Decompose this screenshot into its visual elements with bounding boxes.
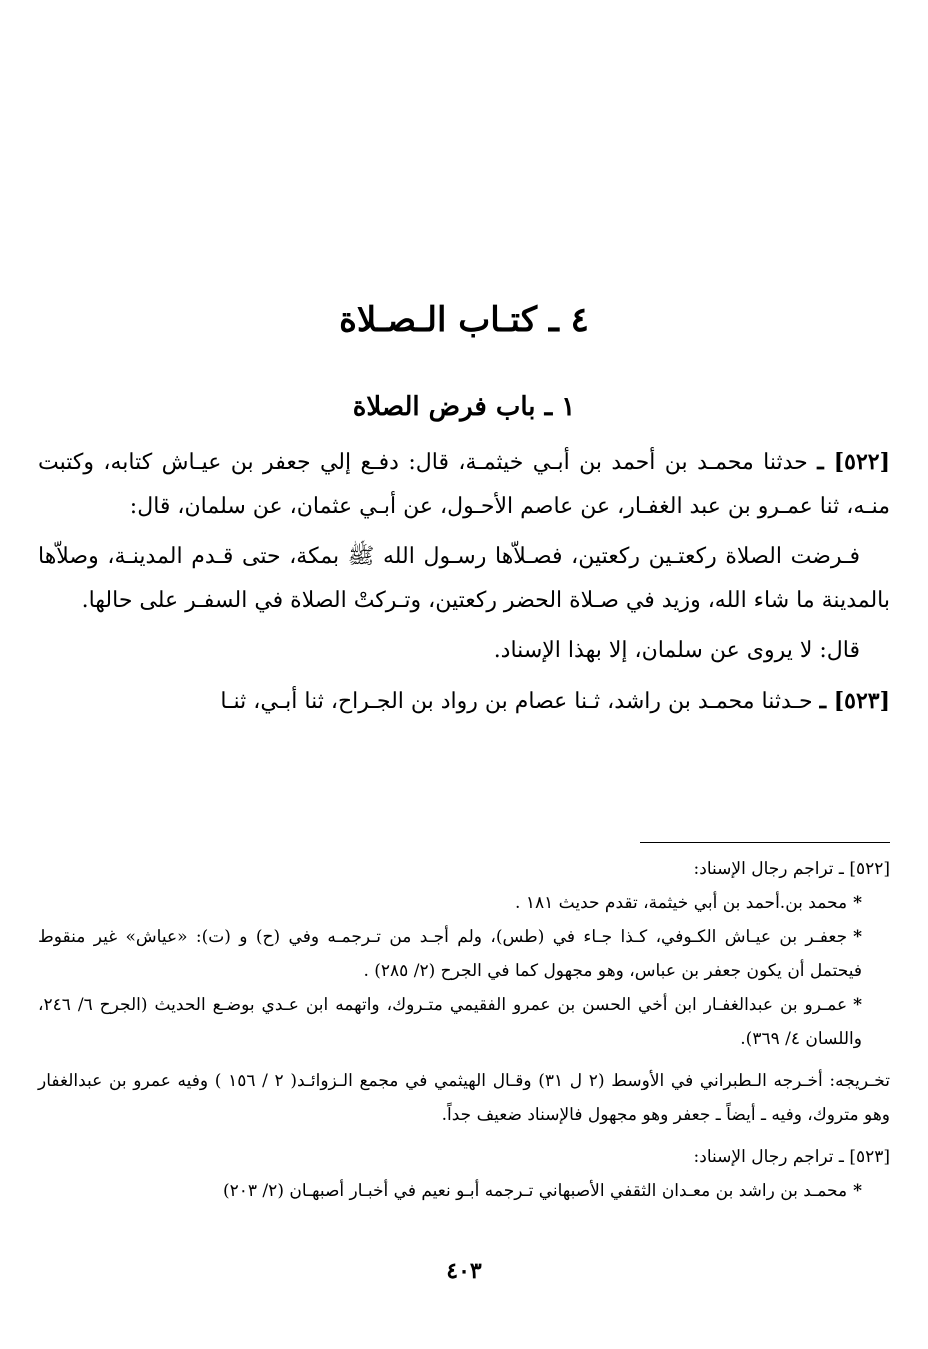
note-522-narrator-2-text: جعفـر بن عيـاش الكـوفي، كـذا جـاء في (طس)، ولم أجـد من تـرجمـه وفي (ح) و (ت): «عياش» غير منقوط فيحتمل أن يكون جعفر بن عباس، وهو مجهول كما في الجرح (٢/ ٢٨٥) . xyxy=(38,927,862,981)
hadith-523-isnad-text: حـدثنا محمـد بن راشد، ثـنا عصام بن رواد بن الجـراح، ثنا أبـي، ثنـا xyxy=(220,689,813,714)
footnotes xyxy=(38,852,890,1208)
hadith-522-isnad xyxy=(38,440,890,529)
main-text xyxy=(38,440,890,730)
note-522-heading: [٥٢٢] ـ تراجم رجال الإسناد: xyxy=(693,859,890,879)
hadith-522-isnad-text: حدثنا محمـد بن أحمد بن أبـي خيثمـة، قال: دفـع إلي جعفر بن عيـاش كتابه، وكتبت منـه، ثنا عمـرو بن عبد الغفـار، عن عاصم الأحـول، عن أبـي عثمان، عن سلمان، قال: xyxy=(38,450,890,519)
note-523-narrator-1-text: محمـد بن راشد بن معـدان الثقفي الأصبهاني تـرجمه أبـو نعيم في أخبـار أصبهـان (٢/ ٢٠٣) xyxy=(222,1181,848,1201)
star-icon: * xyxy=(853,927,862,947)
hadith-522-remark: قال: لا يروى عن سلمان، إلا بهذا الإسناد. xyxy=(493,638,860,663)
hadith-523-isnad xyxy=(38,679,890,724)
book-title: ٤ ـ كتـاب الـصـلاة xyxy=(339,300,589,340)
star-icon: * xyxy=(853,893,862,913)
hadith-522-matn: فـرضت الصلاة ركعتـين ركعتين، فصـلاّها رسـول الله ﷺ بمكة، حتى قـدم المدينـة، وصلاّها بالمدينة ما شاء الله، وزيد في صـلاة الحضر ركعتين، وتـركتْ الصلاة في السفـر على حالها. xyxy=(38,544,890,613)
hadith-523-number: [٥٢٣] ـ xyxy=(819,688,890,714)
note-522-narrator-1 xyxy=(38,886,890,920)
star-icon: * xyxy=(853,1181,862,1201)
hadith-522-number: [٥٢٢] ـ xyxy=(817,449,891,475)
footnote-divider xyxy=(640,842,890,843)
note-522-narrator-1-text: محمد بن.أحمد بن أبي خيثمة، تقدم حديث ١٨١ . xyxy=(515,893,848,913)
page-number: ٤٠٣ xyxy=(446,1258,482,1284)
note-522-narrator-3-text: عمـرو بن عبدالغفـار ابن أخي الحسن بن عمرو الفقيمي متـروك، واتهمه ابن عـدي بوضـع الحديث (الجرح ٦/ ٢٤٦، واللسان ٤/ ٣٦٩). xyxy=(38,995,862,1049)
note-522-narrator-2 xyxy=(38,920,890,988)
chapter-title: ١ ـ باب فرض الصلاة xyxy=(352,392,576,422)
note-523-heading: [٥٢٣] ـ تراجم رجال الإسناد: xyxy=(693,1147,890,1167)
note-523-narrator-1 xyxy=(38,1174,890,1208)
note-522-takhrij: تخـريجه: أخـرجه الـطبراني في الأوسط (٢ ل ٣١) وقـال الهيثمي في مجمع الـزوائـد( ٢ / ١٥٦ ) وفيه عمرو بن عبدالغفار وهو متروك، وفيه ـ أيضاً ـ جعفر وهو مجهول فالإسناد ضعيف جداً. xyxy=(38,1071,890,1125)
note-522-narrator-3 xyxy=(38,988,890,1056)
star-icon: * xyxy=(853,995,862,1015)
